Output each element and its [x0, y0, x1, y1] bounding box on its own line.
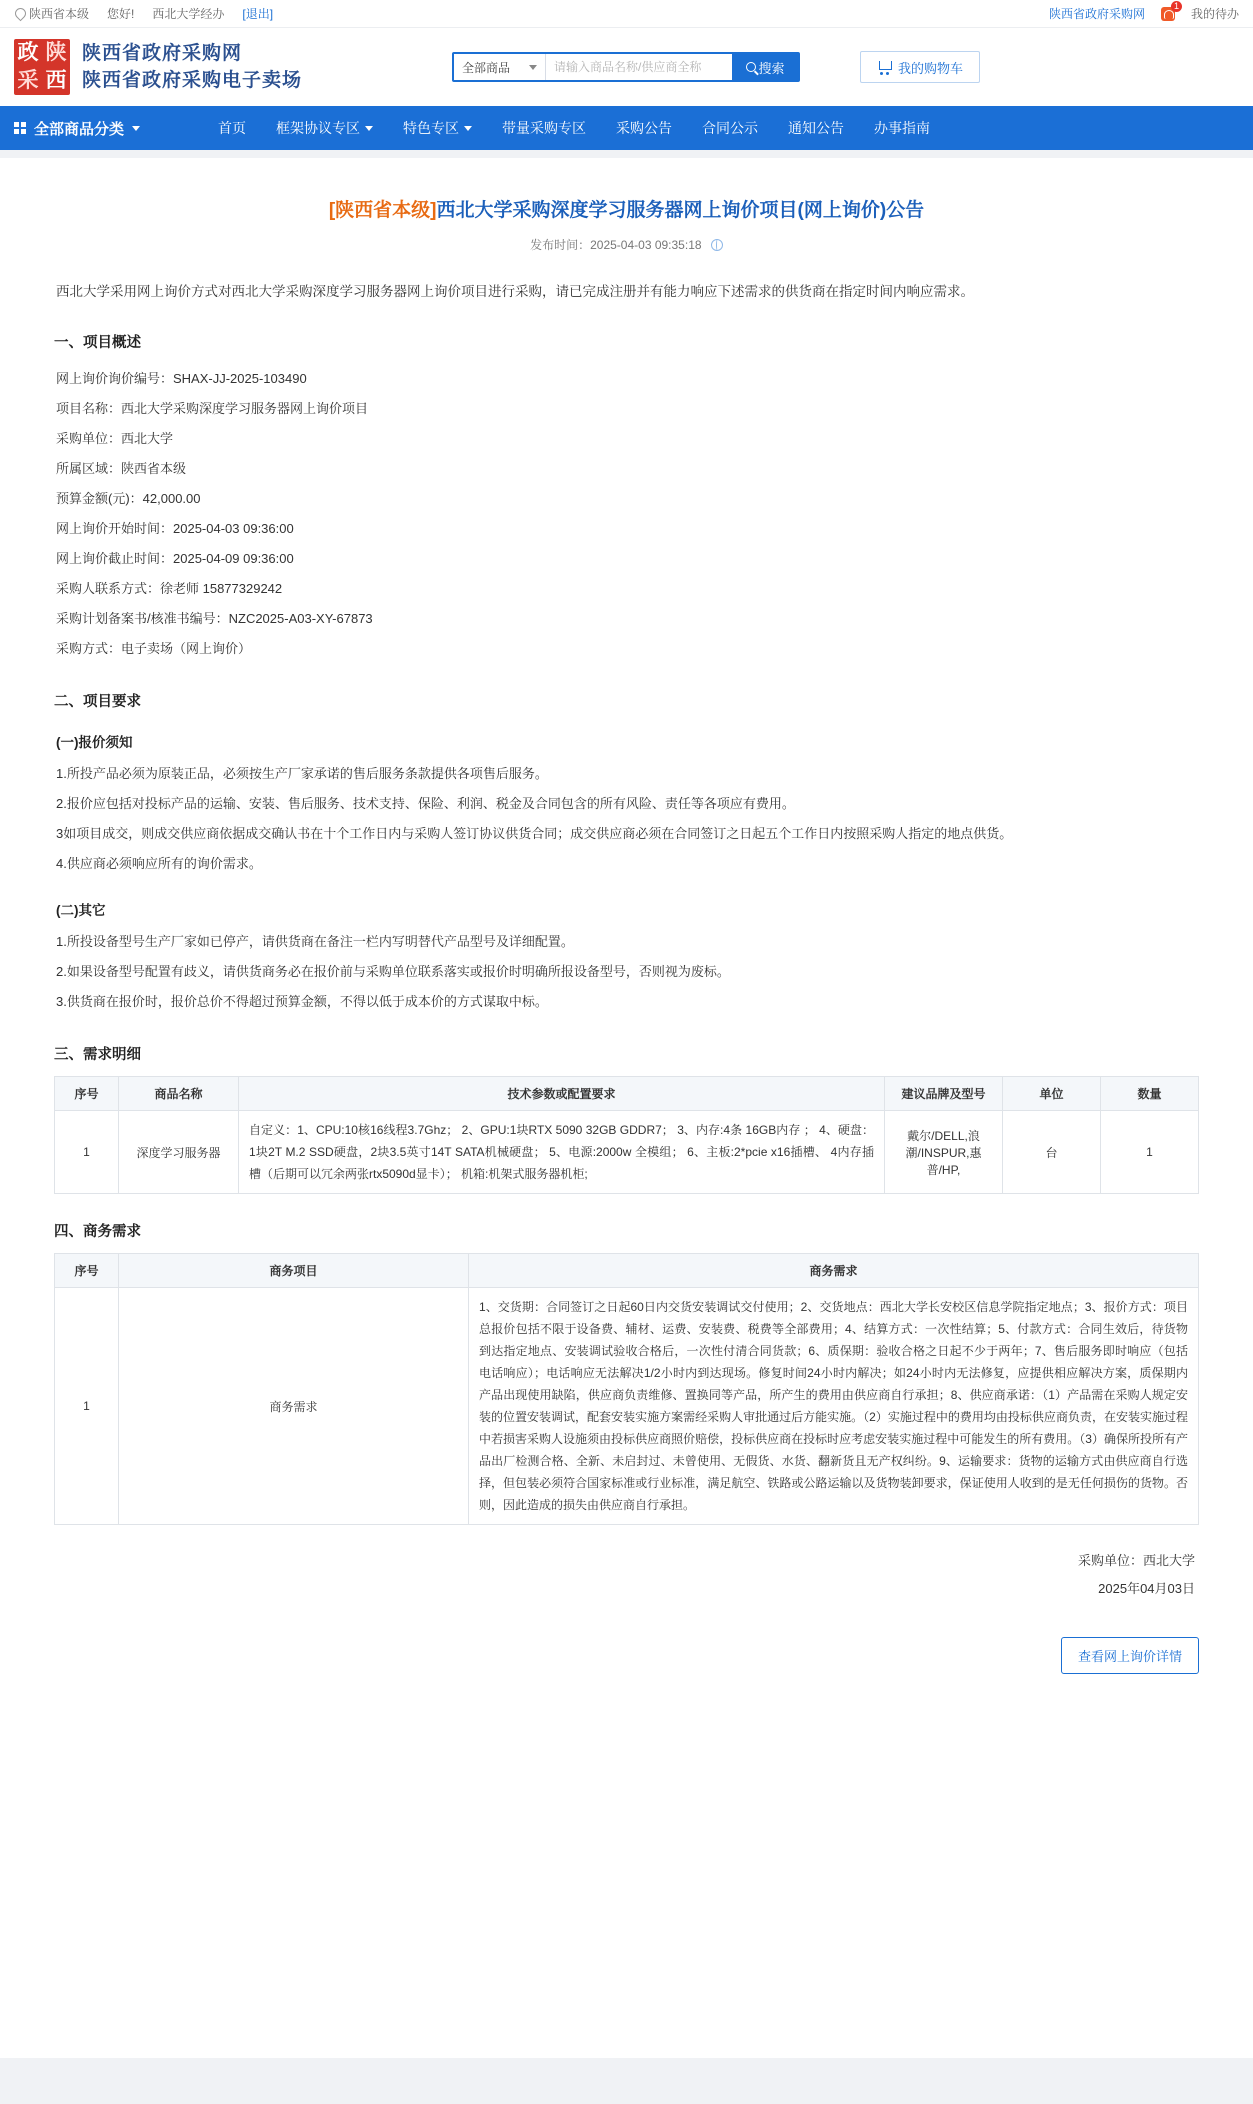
overview-item: 采购单位：西北大学: [56, 431, 174, 446]
globe-icon: [711, 239, 723, 251]
site-header: [0, 28, 1253, 106]
cart-icon: [877, 61, 892, 73]
page-title: [54, 196, 1199, 226]
logo-char-3: 采: [17, 69, 39, 92]
cell-business-requirement: 1、交货期：合同签订之日起60日内交货安装调试交付使用；2、交货地点：西北大学长安校区信息学院指定地点；3、报价方式：项目总报价包括不限于设备费、辅材、运费、安装费、税费等全部费用；4、结算方式：一次性结算；5、付款方式：合同生效后，待货物到达指定地点、安装调试验收合格后，一次性付清合同货款；6、质保期：验收合格之日起不少于两年；7、售后服务即时响应（包括电话响应）；电话响应无法解决1/2小时内到达现场。修复时间24小时内解决；如24小时内无法修复，应提供相应解决方案，质保期内产品出现使用缺陷，供应商负责维修、置换同等产品，所产生的费用由供应商自行承担；8、供应商承诺：（1）产品需在采购人规定安装的位置安装调试，配套安装实施方案需经采购人审批通过后方能实施。（2）实施过程中的费用均由投标供应商负责，在安装实施过程中若损害采购人设施须由投标供应商照价赔偿，投标供应商在投标时应考虑安装实施过程中可能发生的所有费用。（3）确保所投所有产品出厂检测合格、全新、未启封过、未曾使用、无假货、水货、翻新货且无产权纠纷。9、运输要求：货物的运输方式由供应商自行选择，但包装必须符合国家标准或行业标准，满足航空、铁路或公路运输以及货物装卸要求，保证使用人收到的是无任何损伤的货物。否则，因此造成的损失由供应商自行承担。: [469, 1288, 1199, 1525]
column-header: 序号: [55, 1254, 119, 1288]
overview-item: 项目名称：西北大学采购深度学习服务器网上询价项目: [56, 401, 369, 416]
column-header: 建议品牌及型号: [885, 1077, 1003, 1111]
greeting-label: 您好!: [107, 7, 135, 21]
nav-item-label: 框架协议专区: [276, 120, 360, 136]
cell-brand: 戴尔/DELL,浪潮/INSPUR,惠普/HP,: [885, 1111, 1003, 1194]
column-header: 序号: [55, 1077, 119, 1111]
nav-item-procurement-notice[interactable]: [616, 118, 672, 138]
nav-item-guide[interactable]: [874, 118, 930, 138]
overview-item: 预算金额(元)：42,000.00: [56, 491, 201, 506]
notification-count: 1: [1171, 1, 1182, 12]
announcement-page: [0, 158, 1253, 2058]
chevron-down-icon: [132, 126, 140, 131]
site-title: [82, 40, 302, 94]
search-input[interactable]: [546, 54, 732, 80]
demand-table: [54, 1076, 1199, 1194]
nav-item-label: 办事指南: [874, 120, 930, 136]
overview-item: 网上询价截止时间：2025-04-09 09:36:00: [56, 551, 294, 566]
doc-footer: [54, 1547, 1199, 1603]
cell-index: 1: [55, 1288, 119, 1525]
cell-unit: 台: [1003, 1111, 1101, 1194]
chevron-down-icon: [529, 65, 537, 70]
cell-product-name: 深度学习服务器: [119, 1111, 239, 1194]
footer-purchaser: 采购单位：西北大学: [1077, 1553, 1195, 1568]
search-button-label: 搜索: [758, 60, 785, 76]
nav-item-volume-purchase[interactable]: [502, 118, 586, 138]
search-button[interactable]: [732, 54, 798, 80]
search-icon: [746, 62, 756, 72]
nav-item-label: 通知公告: [788, 120, 844, 136]
my-todo-link[interactable]: 我的待办: [1190, 7, 1239, 21]
footer-date: 2025年04月03日: [1098, 1581, 1195, 1596]
section-title-requirements: 二、项目要求: [54, 694, 141, 710]
grid-icon: [14, 122, 26, 134]
overview-item: 网上询价开始时间：2025-04-03 09:36:00: [56, 521, 294, 536]
location-selector[interactable]: [14, 5, 89, 22]
section-title-overview: 一、项目概述: [54, 335, 141, 351]
quote-note-item: 4.供应商必须响应所有的询价需求。: [56, 856, 262, 871]
search-category-value: 全部商品: [462, 60, 511, 75]
location-pin-icon: [14, 8, 25, 19]
cell-qty: 1: [1101, 1111, 1199, 1194]
region-tag: [陕西省本级]: [328, 200, 437, 221]
quote-note-item: 3如项目成交，则成交供应商依据成交确认书在十个工作日内与采购人签订协议供货合同；成交供应商必须在合同签订之日起五个工作日内按照采购人指定的地点供货。: [56, 826, 1013, 841]
column-header: 单位: [1003, 1077, 1101, 1111]
publish-time-value: 2025-04-03 09:35:18: [590, 238, 702, 252]
logo-char-1: 政: [17, 41, 39, 64]
site-title-line2: 陕西省政府采购电子卖场: [82, 70, 303, 91]
section-title-demand-detail: 三、需求明细: [54, 1047, 141, 1063]
gov-procurement-site-link[interactable]: 陕西省政府采购网: [1048, 7, 1145, 21]
my-cart-label: 我的购物车: [898, 60, 964, 76]
business-table-wrapper: [54, 1253, 1199, 1525]
column-header: 技术参数或配置要求: [239, 1077, 885, 1111]
nav-item-label: 带量采购专区: [502, 120, 586, 136]
site-logo[interactable]: [14, 39, 70, 95]
nav-item-framework-agreement[interactable]: [276, 118, 373, 138]
table-row: [55, 1111, 1199, 1194]
cell-business-item: 商务需求: [119, 1288, 469, 1525]
notification-bell-icon[interactable]: [1159, 0, 1179, 23]
other-item: 1.所投设备型号生产厂家如已停产，请供货商在备注一栏内写明替代产品型号及详细配置。: [56, 934, 574, 949]
chevron-down-icon: [464, 126, 472, 131]
quote-note-item: 2.报价应包括对投标产品的运输、安装、售后服务、技术支持、保险、利润、税金及合同包含的所有风险、责任等各项应有费用。: [56, 796, 795, 811]
search-category-select[interactable]: [454, 54, 546, 80]
nav-items: [218, 118, 930, 138]
all-categories-label: 全部商品分类: [34, 120, 125, 138]
location-label: 陕西省本级: [29, 7, 90, 21]
all-categories-menu[interactable]: [14, 118, 218, 139]
nav-item-label: 采购公告: [616, 120, 672, 136]
overview-item: 采购人联系方式：徐老师 15877329242: [56, 581, 283, 596]
demand-table-wrapper: [54, 1076, 1199, 1194]
search-bar: [452, 52, 800, 82]
nav-item-label: 合同公示: [702, 120, 758, 136]
table-header-row: [55, 1077, 1199, 1111]
table-row: [55, 1288, 1199, 1525]
quote-note-item: 1.所投产品必须为原装正品，必须按生产厂家承诺的售后服务条款提供各项售后服务。: [56, 766, 548, 781]
nav-item-contract-publicity[interactable]: [702, 118, 758, 138]
main-nav: [0, 106, 1253, 150]
page-title-text: 西北大学采购深度学习服务器网上询价项目(网上询价)公告: [436, 200, 925, 221]
overview-item: 网上询价询价编号：SHAX-JJ-2025-103490: [56, 371, 307, 386]
section-title-business-demand: 四、商务需求: [54, 1224, 141, 1240]
logo-char-4: 西: [45, 69, 67, 92]
nav-item-featured-zone[interactable]: [403, 118, 472, 138]
other-item: 2.如果设备型号配置有歧义，请供货商务必在报价前与采购单位联系落实或报价时明确所报设备型号，否则视为废标。: [56, 964, 730, 979]
cell-index: 1: [55, 1111, 119, 1194]
cell-spec: 自定义：1、CPU:10核16线程3.7Ghz； 2、GPU:1块RTX 5090 32GB GDDR7； 3、内存:4条 16GB内存 ； 4、硬盘：1块2T M.2 SSD硬盘，2块3.5英寸14T SATA机械硬盘； 5、电源:2000w 全模组； 6、主板:2*pcie x16插槽、 4内存插槽（后期可以冗余两张rtx5090d显卡）； 机箱:机架式服务器机柜;: [239, 1111, 885, 1194]
nav-item-announcement[interactable]: [788, 118, 844, 138]
other-item: 3.供货商在报价时，报价总价不得超过预算金额，不得以低于成本价的方式谋取中标。: [56, 994, 548, 1009]
column-header: 商务需求: [469, 1254, 1199, 1288]
nav-item-label: 特色专区: [403, 120, 459, 136]
my-cart-button[interactable]: [860, 51, 980, 83]
nav-item-home[interactable]: [218, 118, 246, 138]
nav-item-label: 首页: [218, 120, 246, 136]
action-row: [54, 1637, 1199, 1674]
user-name: 西北大学经办: [152, 7, 225, 21]
publish-time-row: [54, 236, 1199, 253]
table-header-row: [55, 1254, 1199, 1288]
overview-item: 所属区域：陕西省本级: [56, 461, 187, 476]
business-table: [54, 1253, 1199, 1525]
column-header: 商务项目: [119, 1254, 469, 1288]
publish-time-label: 发布时间：: [530, 238, 591, 252]
intro-paragraph: 西北大学采用网上询价方式对西北大学采购深度学习服务器网上询价项目进行采购，请已完成注册并有能力响应下述需求的供货商在指定时间内响应需求。: [56, 284, 974, 299]
top-utility-bar: [0, 0, 1253, 28]
logout-link[interactable]: [退出]: [242, 7, 274, 21]
chevron-down-icon: [365, 126, 373, 131]
column-header: 商品名称: [119, 1077, 239, 1111]
subsection-title-others: (二)其它: [56, 903, 106, 918]
subsection-title-quote-notes: (一)报价须知: [56, 735, 133, 750]
overview-item: 采购计划备案书/核准书编号：NZC2025-A03-XY-67873: [56, 611, 373, 626]
view-inquiry-detail-button[interactable]: 查看网上询价详情: [1061, 1637, 1199, 1674]
site-title-line1: 陕西省政府采购网: [82, 43, 243, 64]
overview-item: 采购方式：电子卖场（网上询价）: [56, 641, 252, 656]
logo-char-2: 陕: [45, 41, 67, 64]
column-header: 数量: [1101, 1077, 1199, 1111]
